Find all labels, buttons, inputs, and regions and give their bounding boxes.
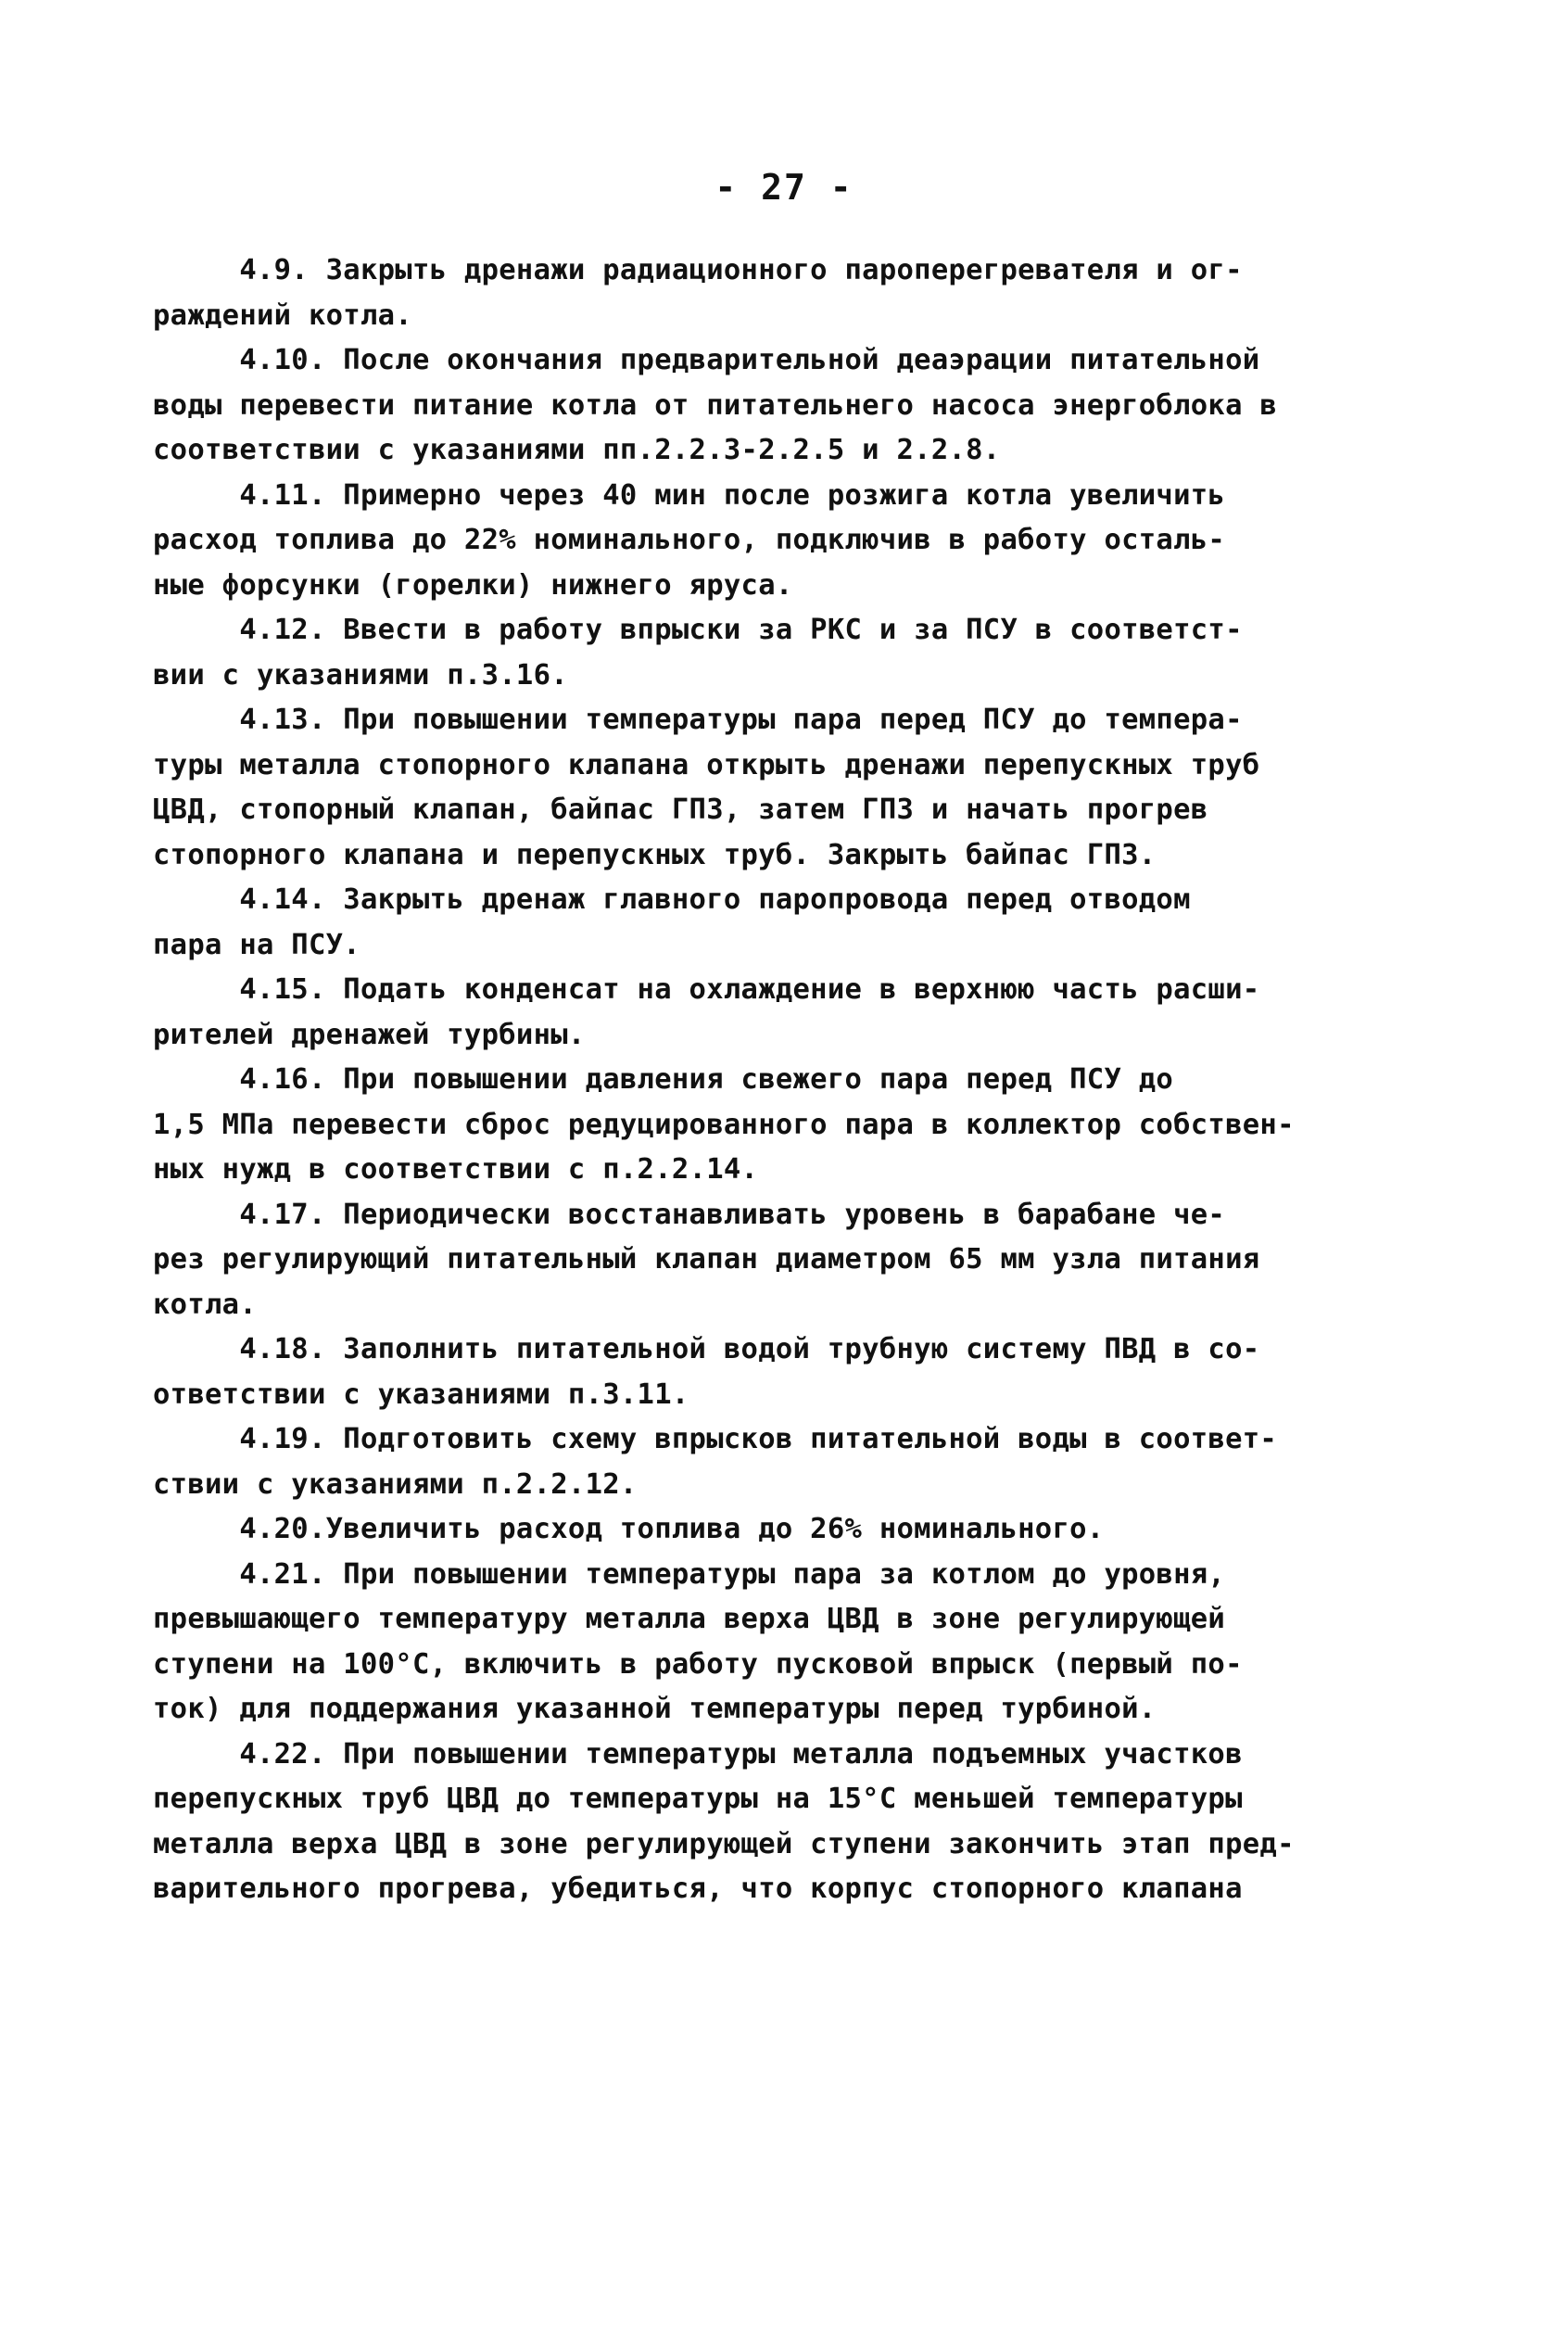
text-line: ных нужд в соответствии с п.2.2.14. bbox=[153, 1153, 759, 1186]
text-line: превышающего температуру металла верха ЦВД в зоне регулирующей bbox=[153, 1603, 1226, 1635]
page-number: - 27 - bbox=[714, 167, 854, 208]
text-line: 1,5 МПа перевести сброс редуцированного пара в коллектор собствен- bbox=[153, 1108, 1295, 1141]
text-line: металла верха ЦВД в зоне регулирующей ступени закончить этап пред- bbox=[153, 1827, 1295, 1860]
text-line: перепускных труб ЦВД до температуры на 15°С меньшей температуры bbox=[153, 1783, 1243, 1815]
text-line: 4.12. Ввести в работу впрыски за РКС и за ПСУ в соответст- bbox=[153, 614, 1243, 646]
text-line: 4.17. Периодически восстанавливать уровень в барабане че- bbox=[153, 1198, 1226, 1231]
text-line: 4.21. При повышении температуры пара за котлом до уровня, bbox=[153, 1557, 1226, 1591]
text-line: ЦВД, стопорный клапан, байпас ГПЗ, затем ГПЗ и начать прогрев bbox=[153, 793, 1208, 826]
text-line: 4.14. Закрыть дренаж главного паропровода перед отводом bbox=[153, 883, 1191, 916]
text-line: 4.9. Закрыть дренажи радиационного пароперегревателя и ог- bbox=[153, 254, 1243, 286]
text-line: вии с указаниями п.3.16. bbox=[153, 658, 568, 692]
text-line: варительного прогрева, убедиться, что корпус стопорного клапана bbox=[153, 1873, 1243, 1905]
text-line: рителей дренажей турбины. bbox=[153, 1018, 586, 1051]
text-line: 4.13. При повышении температуры пара перед ПСУ до темпера- bbox=[153, 704, 1243, 736]
text-line: раждений котла. bbox=[153, 298, 412, 332]
text-line: туры металла стопорного клапана открыть дренажи перепускных труб bbox=[153, 748, 1260, 781]
text-line: рез регулирующий питательный клапан диаметром 65 мм узла питания bbox=[153, 1243, 1260, 1276]
text-line: ток) для поддержания указанной температуры перед турбиной. bbox=[153, 1693, 1157, 1725]
text-line: котла. bbox=[153, 1288, 257, 1321]
text-line: пара на ПСУ. bbox=[153, 928, 360, 961]
text-line: 4.19. Подготовить схему впрысков питательной воды в соответ- bbox=[153, 1423, 1278, 1455]
text-line: ответствии с указаниями п.3.11. bbox=[153, 1377, 689, 1411]
text-line: ступени на 100°С, включить в работу пусковой впрыск (первый по- bbox=[153, 1647, 1243, 1681]
text-line: 4.22. При повышении температуры металла подъемных участков bbox=[153, 1737, 1243, 1771]
text-line: воды перевести питание котла от питательнего насоса энергоблока в bbox=[153, 388, 1278, 422]
text-line: 4.18. Заполнить питательной водой трубную систему ПВД в со- bbox=[153, 1333, 1260, 1365]
text-line: 4.15. Подать конденсат на охлаждение в верхнюю часть расши- bbox=[153, 973, 1260, 1006]
text-line: 4.16. При повышении давления свежего пара перед ПСУ до bbox=[153, 1063, 1174, 1096]
text-line: стопорного клапана и перепускных труб. Закрыть байпас ГПЗ. bbox=[153, 838, 1157, 871]
text-line: соответствии с указаниями пп.2.2.3-2.2.5 и 2.2.8. bbox=[153, 434, 1001, 466]
text-line: 4.20.Увеличить расход топлива до 26% номинального. bbox=[153, 1513, 1105, 1545]
text-line: ные форсунки (горелки) нижнего яруса. bbox=[153, 568, 793, 602]
text-line: ствии с указаниями п.2.2.12. bbox=[153, 1467, 638, 1501]
text-line: 4.11. Примерно через 40 мин после розжига котла увеличить bbox=[153, 478, 1226, 512]
text-line: расход топлива до 22% номинального, подключив в работу осталь- bbox=[153, 524, 1226, 556]
text-line: 4.10. После окончания предварительной деаэрации питательной bbox=[153, 344, 1260, 376]
body-text bbox=[153, 248, 1358, 1912]
